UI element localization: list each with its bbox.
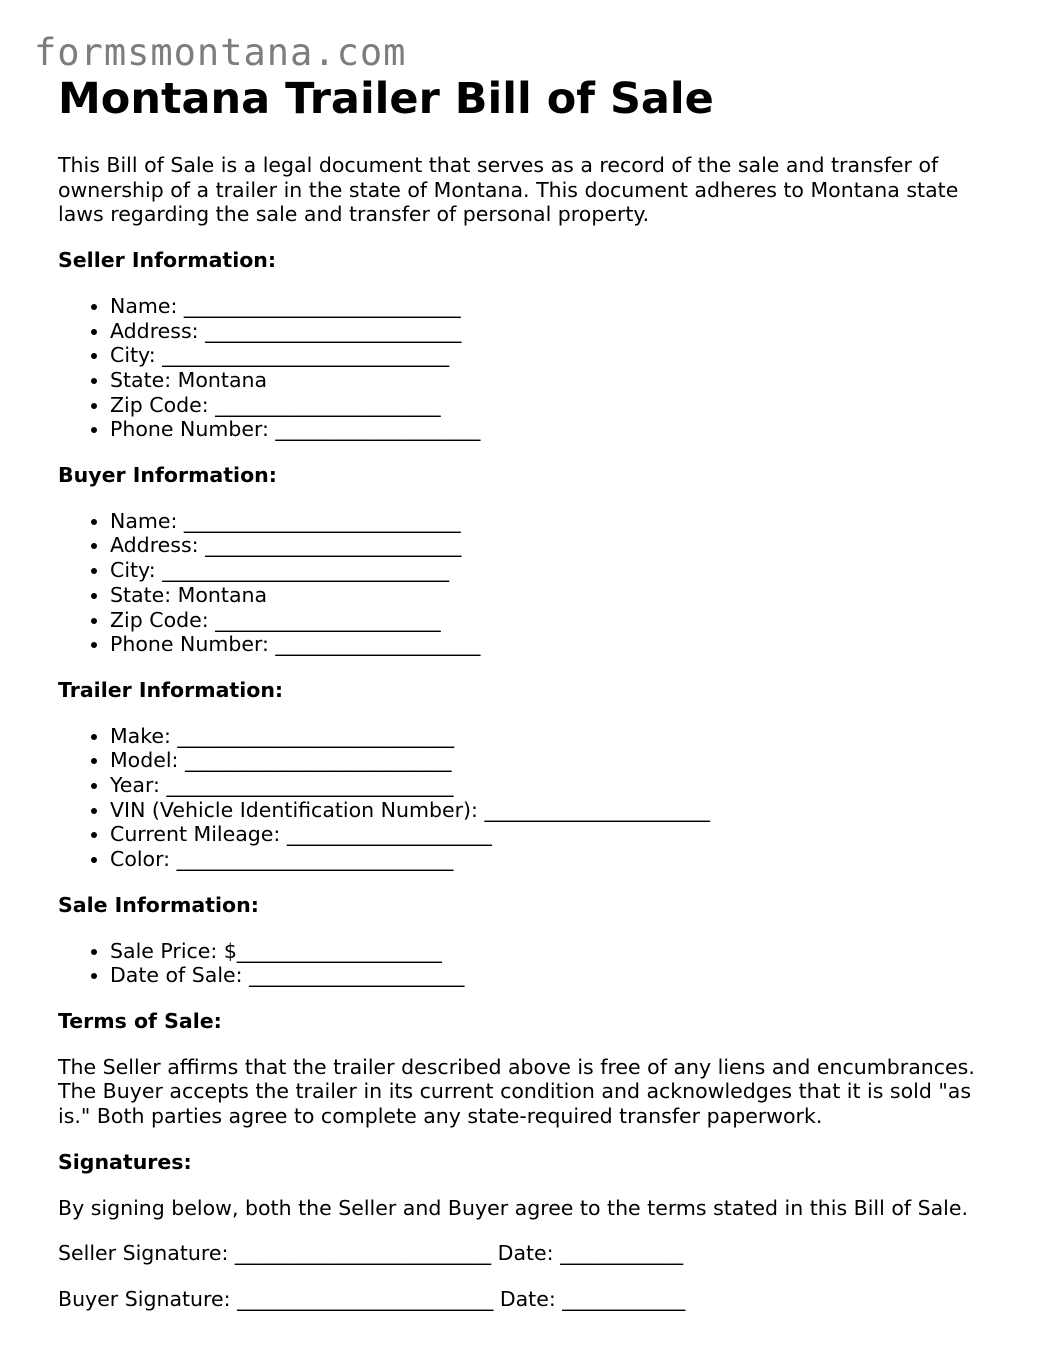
terms-heading: Terms of Sale:: [58, 1008, 222, 1033]
trailer-vin-field[interactable]: • VIN (Vehicle Identification Number): ______________________: [110, 798, 998, 823]
intro-paragraph: This Bill of Sale is a legal document that serves as a record of the sale and transfer of ownership of a trailer in the state of Montana. This document adheres to Montana state laws regarding the sale and transfer of personal property.: [58, 153, 959, 227]
seller-name-field[interactable]: • Name: ___________________________: [110, 294, 998, 319]
document-body: [58, 153, 998, 1312]
seller-signature-line[interactable]: Seller Signature: _________________________ Date: ____________: [58, 1241, 684, 1266]
buyer-heading: Buyer Information:: [58, 463, 277, 488]
trailer-make-field[interactable]: • Make: ___________________________: [110, 724, 998, 749]
buyer-list: [58, 509, 998, 657]
sale-heading: Sale Information:: [58, 892, 259, 917]
sale-list: [58, 939, 998, 988]
trailer-model-field[interactable]: • Model: __________________________: [110, 748, 998, 773]
buyer-zip-field[interactable]: • Zip Code: ______________________: [110, 608, 998, 633]
seller-phone-field[interactable]: • Phone Number: ____________________: [110, 417, 998, 442]
trailer-list: [58, 724, 998, 872]
trailer-heading: Trailer Information:: [58, 677, 284, 702]
seller-city-field[interactable]: • City: ____________________________: [110, 343, 998, 368]
seller-address-field[interactable]: • Address: _________________________: [110, 319, 998, 344]
buyer-address-field[interactable]: • Address: _________________________: [110, 533, 998, 558]
seller-heading: Seller Information:: [58, 248, 277, 273]
buyer-state-field: • State: Montana: [110, 583, 998, 608]
seller-zip-field[interactable]: • Zip Code: ______________________: [110, 393, 998, 418]
trailer-color-field[interactable]: • Color: ___________________________: [110, 847, 998, 872]
seller-list: [58, 294, 998, 442]
terms-paragraph: The Seller affirms that the trailer described above is free of any liens and encumbrances. The Buyer accepts the trailer in its current condition and acknowledges that it is sold "as is." Both parties agree to complete any state-required transfer paperwork.: [58, 1054, 975, 1129]
buyer-signature-line[interactable]: Buyer Signature: _________________________ Date: ____________: [58, 1286, 686, 1311]
signatures-paragraph: By signing below, both the Seller and Buyer agree to the terms stated in this Bill of Sale.: [58, 1195, 968, 1220]
trailer-mileage-field[interactable]: • Current Mileage: ____________________: [110, 822, 998, 847]
watermark: formsmontana.com: [34, 31, 407, 74]
sale-date-field[interactable]: • Date of Sale: _____________________: [110, 963, 998, 988]
signatures-heading: Signatures:: [58, 1149, 192, 1174]
page-title: Montana Trailer Bill of Sale: [58, 74, 714, 124]
buyer-name-field[interactable]: • Name: ___________________________: [110, 509, 998, 534]
sale-price-field[interactable]: • Sale Price: $____________________: [110, 939, 998, 964]
buyer-city-field[interactable]: • City: ____________________________: [110, 558, 998, 583]
seller-state-field: • State: Montana: [110, 368, 998, 393]
buyer-phone-field[interactable]: • Phone Number: ____________________: [110, 632, 998, 657]
trailer-year-field[interactable]: • Year: ____________________________: [110, 773, 998, 798]
